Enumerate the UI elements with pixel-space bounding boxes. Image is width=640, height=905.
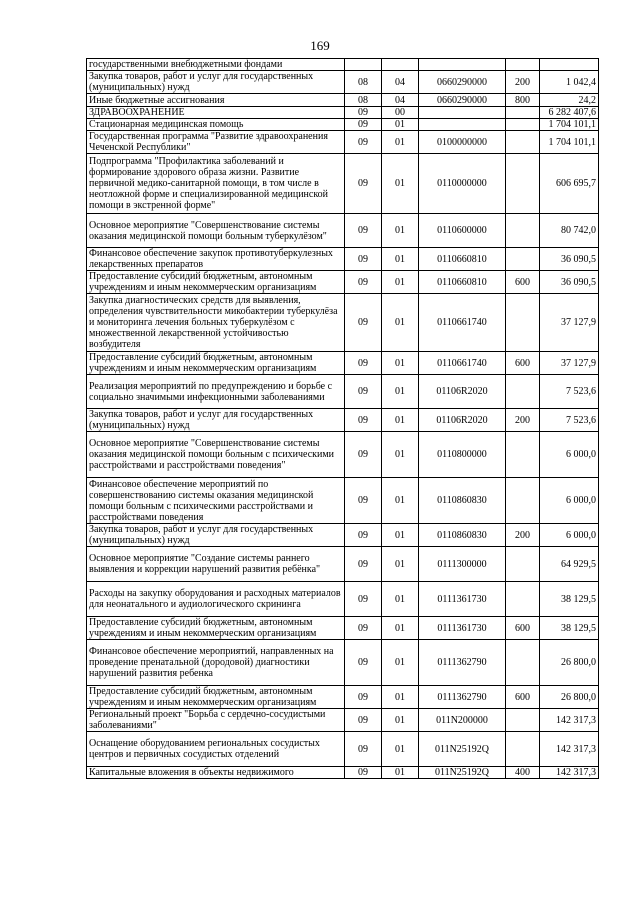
row-amount: 37 127,9 — [540, 294, 599, 352]
row-section: 09 — [345, 214, 382, 248]
row-section: 09 — [345, 478, 382, 524]
row-section: 09 — [345, 640, 382, 686]
row-name: Финансовое обеспечение мероприятий по совершенствованию системы оказания медицинской помощи больным с психическими расстройствами и расстройствами поведения — [87, 478, 345, 524]
row-section: 09 — [345, 547, 382, 582]
row-target-article: 0110600000 — [419, 214, 506, 248]
row-target-article: 0110860830 — [419, 478, 506, 524]
table-row — [87, 119, 599, 131]
row-expense-type — [506, 214, 540, 248]
row-name: Предоставление субсидий бюджетным, автономным учреждениям и иным некоммерческим организациям — [87, 617, 345, 640]
row-name: Капитальные вложения в объекты недвижимого — [87, 767, 345, 779]
row-target-article: 0110660810 — [419, 271, 506, 294]
page-number: 169 — [310, 38, 330, 53]
row-section: 09 — [345, 767, 382, 779]
row-name: Закупка товаров, работ и услуг для государственных (муниципальных) нужд — [87, 409, 345, 432]
row-section: 09 — [345, 107, 382, 119]
row-expense-type — [506, 582, 540, 617]
row-target-article: 0111362790 — [419, 686, 506, 709]
row-amount: 37 127,9 — [540, 352, 599, 375]
row-target-article: 0660290000 — [419, 94, 506, 107]
row-expense-type — [506, 248, 540, 271]
row-section: 09 — [345, 524, 382, 547]
row-section: 08 — [345, 71, 382, 94]
row-subsection: 01 — [382, 271, 419, 294]
row-name: Финансовое обеспечение закупок противотуберкулезных лекарственных препаратов — [87, 248, 345, 271]
row-subsection: 01 — [382, 732, 419, 767]
table-row — [87, 154, 599, 214]
row-amount: 6 000,0 — [540, 478, 599, 524]
row-name: Основное мероприятие "Совершенствование системы оказания медицинской помощи больным туберкулёзом" — [87, 214, 345, 248]
row-expense-type: 600 — [506, 617, 540, 640]
row-subsection: 01 — [382, 617, 419, 640]
row-section: 09 — [345, 294, 382, 352]
row-subsection: 01 — [382, 119, 419, 131]
row-target-article: 01106R2020 — [419, 409, 506, 432]
row-subsection: 01 — [382, 709, 419, 732]
row-amount: 38 129,5 — [540, 617, 599, 640]
row-name: Предоставление субсидий бюджетным, автономным учреждениям и иным некоммерческим организациям — [87, 271, 345, 294]
row-amount: 606 695,7 — [540, 154, 599, 214]
row-expense-type — [506, 547, 540, 582]
table-row — [87, 131, 599, 154]
row-target-article: 0110661740 — [419, 352, 506, 375]
row-target-article: 0110661740 — [419, 294, 506, 352]
row-expense-type — [506, 107, 540, 119]
row-amount: 26 800,0 — [540, 640, 599, 686]
row-subsection: 04 — [382, 71, 419, 94]
table-row — [87, 524, 599, 547]
table-row — [87, 294, 599, 352]
row-amount: 6 282 407,6 — [540, 107, 599, 119]
row-section: 09 — [345, 732, 382, 767]
row-amount: 36 090,5 — [540, 248, 599, 271]
table-row — [87, 71, 599, 94]
row-target-article: 011N25192Q — [419, 767, 506, 779]
row-section: 09 — [345, 248, 382, 271]
row-subsection: 01 — [382, 409, 419, 432]
row-expense-type — [506, 131, 540, 154]
table-row — [87, 617, 599, 640]
row-subsection: 04 — [382, 94, 419, 107]
row-amount: 38 129,5 — [540, 582, 599, 617]
table-row — [87, 59, 599, 71]
row-expense-type: 800 — [506, 94, 540, 107]
table-row — [87, 107, 599, 119]
table-row — [87, 94, 599, 107]
row-subsection: 01 — [382, 432, 419, 478]
row-name: Основное мероприятие "Совершенствование системы оказания медицинской помощи больным с психическими расстройствами и расстройствами поведения" — [87, 432, 345, 478]
row-subsection: 01 — [382, 686, 419, 709]
row-subsection: 01 — [382, 154, 419, 214]
row-expense-type — [506, 59, 540, 71]
row-subsection: 01 — [382, 640, 419, 686]
row-name: Региональный проект "Борьба с сердечно-сосудистыми заболеваниями" — [87, 709, 345, 732]
row-section: 09 — [345, 352, 382, 375]
row-target-article: 0110800000 — [419, 432, 506, 478]
row-target-article: 0110000000 — [419, 154, 506, 214]
row-name: Стационарная медицинская помощь — [87, 119, 345, 131]
table-row — [87, 640, 599, 686]
row-target-article — [419, 119, 506, 131]
row-amount: 6 000,0 — [540, 524, 599, 547]
row-subsection: 01 — [382, 582, 419, 617]
row-name: Предоставление субсидий бюджетным, автономным учреждениям и иным некоммерческим организациям — [87, 686, 345, 709]
row-section: 09 — [345, 709, 382, 732]
table-row — [87, 686, 599, 709]
table-row — [87, 732, 599, 767]
row-amount: 7 523,6 — [540, 409, 599, 432]
row-subsection: 01 — [382, 131, 419, 154]
row-section: 09 — [345, 119, 382, 131]
row-target-article: 011N200000 — [419, 709, 506, 732]
row-name: Государственная программа "Развитие здравоохранения Чеченской Республики" — [87, 131, 345, 154]
row-expense-type: 200 — [506, 524, 540, 547]
row-expense-type — [506, 294, 540, 352]
row-section: 09 — [345, 617, 382, 640]
row-expense-type: 600 — [506, 686, 540, 709]
table-row — [87, 409, 599, 432]
table-row — [87, 478, 599, 524]
row-name: Закупка диагностических средств для выявления, определения чувствительности микобактерии туберкулёза и мониторинга лечения больных туберкулёзом с множественной лекарственной устойчивостью возбудителя — [87, 294, 345, 352]
row-section: 09 — [345, 271, 382, 294]
table-row — [87, 432, 599, 478]
row-expense-type: 200 — [506, 409, 540, 432]
row-name: Закупка товаров, работ и услуг для государственных (муниципальных) нужд — [87, 71, 345, 94]
table-row — [87, 375, 599, 409]
table-row — [87, 271, 599, 294]
row-target-article: 0111361730 — [419, 617, 506, 640]
row-expense-type — [506, 154, 540, 214]
budget-table-body — [87, 59, 599, 779]
row-subsection: 01 — [382, 352, 419, 375]
row-section: 09 — [345, 432, 382, 478]
row-amount: 7 523,6 — [540, 375, 599, 409]
row-target-article: 0111300000 — [419, 547, 506, 582]
table-row — [87, 547, 599, 582]
row-amount: 36 090,5 — [540, 271, 599, 294]
table-row — [87, 767, 599, 779]
table-row — [87, 248, 599, 271]
row-target-article: 0660290000 — [419, 71, 506, 94]
row-section — [345, 59, 382, 71]
row-section: 08 — [345, 94, 382, 107]
row-name: Иные бюджетные ассигнования — [87, 94, 345, 107]
row-target-article: 0111362790 — [419, 640, 506, 686]
row-expense-type — [506, 709, 540, 732]
row-amount: 142 317,3 — [540, 732, 599, 767]
row-expense-type: 200 — [506, 71, 540, 94]
table-row — [87, 709, 599, 732]
row-expense-type: 600 — [506, 352, 540, 375]
row-amount: 142 317,3 — [540, 709, 599, 732]
row-section: 09 — [345, 154, 382, 214]
row-name: Закупка товаров, работ и услуг для государственных (муниципальных) нужд — [87, 524, 345, 547]
row-subsection: 00 — [382, 107, 419, 119]
row-subsection: 01 — [382, 547, 419, 582]
row-expense-type: 400 — [506, 767, 540, 779]
row-name: ЗДРАВООХРАНЕНИЕ — [87, 107, 345, 119]
row-amount: 1 042,4 — [540, 71, 599, 94]
row-amount: 80 742,0 — [540, 214, 599, 248]
table-row — [87, 582, 599, 617]
row-subsection: 01 — [382, 375, 419, 409]
row-expense-type — [506, 640, 540, 686]
row-section: 09 — [345, 582, 382, 617]
row-subsection: 01 — [382, 524, 419, 547]
row-expense-type — [506, 119, 540, 131]
row-target-article: 01106R2020 — [419, 375, 506, 409]
table-row — [87, 352, 599, 375]
row-amount: 6 000,0 — [540, 432, 599, 478]
row-name: Подпрограмма "Профилактика заболеваний и формирование здорового образа жизни. Развитие первичной медико-санитарной помощи, в том числе в неотложной форме и специализированной медицинской помощи в экстренной форме" — [87, 154, 345, 214]
row-target-article: 0111361730 — [419, 582, 506, 617]
row-expense-type — [506, 375, 540, 409]
row-amount: 1 704 101,1 — [540, 119, 599, 131]
row-name: Основное мероприятие "Создание системы раннего выявления и коррекции нарушений развития ребёнка" — [87, 547, 345, 582]
row-name: Расходы на закупку оборудования и расходных материалов для неонатального и аудиологического скрининга — [87, 582, 345, 617]
row-section: 09 — [345, 131, 382, 154]
row-target-article — [419, 59, 506, 71]
row-target-article — [419, 107, 506, 119]
row-subsection: 01 — [382, 214, 419, 248]
row-amount: 24,2 — [540, 94, 599, 107]
row-name: Предоставление субсидий бюджетным, автономным учреждениям и иным некоммерческим организациям — [87, 352, 345, 375]
row-section: 09 — [345, 409, 382, 432]
row-amount: 64 929,5 — [540, 547, 599, 582]
row-target-article: 0100000000 — [419, 131, 506, 154]
row-target-article: 0110860830 — [419, 524, 506, 547]
row-subsection: 01 — [382, 248, 419, 271]
budget-table — [86, 58, 599, 779]
row-section: 09 — [345, 375, 382, 409]
row-subsection: 01 — [382, 478, 419, 524]
row-subsection — [382, 59, 419, 71]
row-expense-type — [506, 432, 540, 478]
row-target-article: 011N25192Q — [419, 732, 506, 767]
row-amount — [540, 59, 599, 71]
row-amount: 26 800,0 — [540, 686, 599, 709]
row-name: государственными внебюджетными фондами — [87, 59, 345, 71]
row-amount: 142 317,3 — [540, 767, 599, 779]
row-target-article: 0110660810 — [419, 248, 506, 271]
row-section: 09 — [345, 686, 382, 709]
row-amount: 1 704 101,1 — [540, 131, 599, 154]
row-name: Финансовое обеспечение мероприятий, направленных на проведение пренатальной (дородовой) диагностики нарушений развития ребенка — [87, 640, 345, 686]
row-expense-type: 600 — [506, 271, 540, 294]
row-name: Реализация мероприятий по предупреждению и борьбе с социально значимыми инфекционными заболеваниями — [87, 375, 345, 409]
row-subsection: 01 — [382, 294, 419, 352]
row-expense-type — [506, 478, 540, 524]
row-name: Оснащение оборудованием региональных сосудистых центров и первичных сосудистых отделений — [87, 732, 345, 767]
row-expense-type — [506, 732, 540, 767]
row-subsection: 01 — [382, 767, 419, 779]
table-row — [87, 214, 599, 248]
